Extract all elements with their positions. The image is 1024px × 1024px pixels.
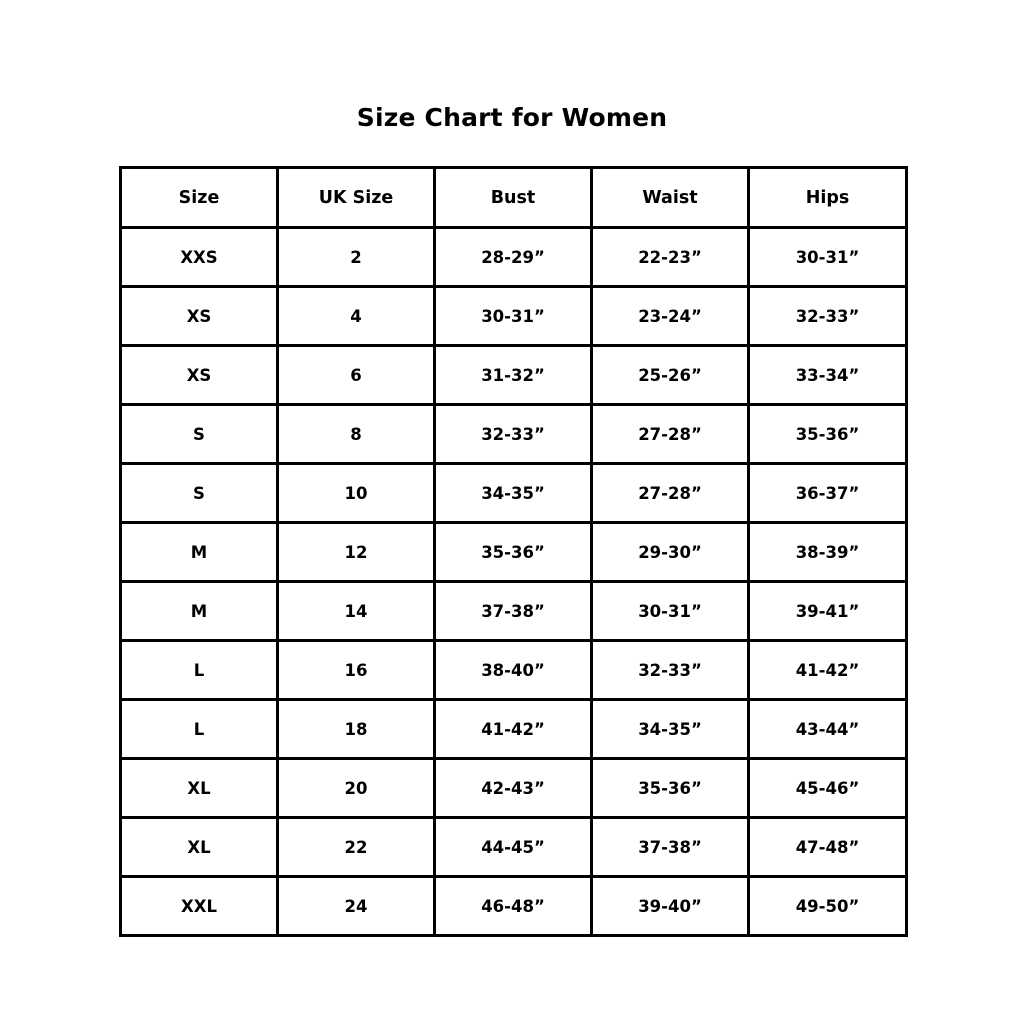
cell-uk-size: 20 bbox=[278, 759, 435, 818]
cell-uk-size: 4 bbox=[278, 287, 435, 346]
column-header-bust: Bust bbox=[435, 168, 592, 228]
cell-hips: 30-31” bbox=[749, 228, 907, 287]
cell-size: XS bbox=[121, 346, 278, 405]
cell-size: L bbox=[121, 641, 278, 700]
column-header-hips: Hips bbox=[749, 168, 907, 228]
cell-hips: 36-37” bbox=[749, 464, 907, 523]
cell-uk-size: 14 bbox=[278, 582, 435, 641]
cell-waist: 27-28” bbox=[592, 405, 749, 464]
cell-bust: 31-32” bbox=[435, 346, 592, 405]
cell-bust: 30-31” bbox=[435, 287, 592, 346]
page-title: Size Chart for Women bbox=[356, 103, 668, 132]
table-row bbox=[121, 405, 907, 464]
cell-bust: 28-29” bbox=[435, 228, 592, 287]
cell-size: M bbox=[121, 582, 278, 641]
table-row bbox=[121, 818, 907, 877]
table-row bbox=[121, 228, 907, 287]
cell-bust: 38-40” bbox=[435, 641, 592, 700]
cell-waist: 29-30” bbox=[592, 523, 749, 582]
cell-hips: 39-41” bbox=[749, 582, 907, 641]
cell-waist: 35-36” bbox=[592, 759, 749, 818]
cell-hips: 33-34” bbox=[749, 346, 907, 405]
cell-waist: 23-24” bbox=[592, 287, 749, 346]
cell-uk-size: 12 bbox=[278, 523, 435, 582]
cell-hips: 47-48” bbox=[749, 818, 907, 877]
table-row bbox=[121, 641, 907, 700]
table-body bbox=[121, 228, 907, 936]
table-row bbox=[121, 523, 907, 582]
cell-size: XL bbox=[121, 818, 278, 877]
cell-uk-size: 2 bbox=[278, 228, 435, 287]
cell-bust: 42-43” bbox=[435, 759, 592, 818]
cell-size: XXL bbox=[121, 877, 278, 936]
cell-waist: 39-40” bbox=[592, 877, 749, 936]
cell-hips: 45-46” bbox=[749, 759, 907, 818]
cell-size: S bbox=[121, 405, 278, 464]
table-row bbox=[121, 759, 907, 818]
cell-waist: 22-23” bbox=[592, 228, 749, 287]
table-header-row bbox=[121, 168, 907, 228]
table-row bbox=[121, 346, 907, 405]
table-row bbox=[121, 582, 907, 641]
cell-size: M bbox=[121, 523, 278, 582]
cell-bust: 32-33” bbox=[435, 405, 592, 464]
cell-hips: 49-50” bbox=[749, 877, 907, 936]
cell-hips: 32-33” bbox=[749, 287, 907, 346]
cell-waist: 34-35” bbox=[592, 700, 749, 759]
cell-size: XL bbox=[121, 759, 278, 818]
cell-hips: 35-36” bbox=[749, 405, 907, 464]
cell-uk-size: 22 bbox=[278, 818, 435, 877]
cell-uk-size: 18 bbox=[278, 700, 435, 759]
cell-size: L bbox=[121, 700, 278, 759]
cell-hips: 38-39” bbox=[749, 523, 907, 582]
column-header-size: Size bbox=[121, 168, 278, 228]
cell-waist: 32-33” bbox=[592, 641, 749, 700]
size-chart-table bbox=[119, 166, 908, 937]
cell-waist: 30-31” bbox=[592, 582, 749, 641]
cell-hips: 41-42” bbox=[749, 641, 907, 700]
cell-size: XS bbox=[121, 287, 278, 346]
table-row bbox=[121, 877, 907, 936]
cell-uk-size: 8 bbox=[278, 405, 435, 464]
cell-waist: 27-28” bbox=[592, 464, 749, 523]
table-header bbox=[121, 168, 907, 228]
cell-bust: 37-38” bbox=[435, 582, 592, 641]
cell-size: XXS bbox=[121, 228, 278, 287]
cell-uk-size: 24 bbox=[278, 877, 435, 936]
cell-uk-size: 6 bbox=[278, 346, 435, 405]
cell-bust: 34-35” bbox=[435, 464, 592, 523]
cell-hips: 43-44” bbox=[749, 700, 907, 759]
cell-uk-size: 10 bbox=[278, 464, 435, 523]
column-header-uk-size: UK Size bbox=[278, 168, 435, 228]
cell-waist: 37-38” bbox=[592, 818, 749, 877]
cell-bust: 35-36” bbox=[435, 523, 592, 582]
table-row bbox=[121, 287, 907, 346]
size-chart-table-wrapper bbox=[119, 166, 905, 937]
cell-waist: 25-26” bbox=[592, 346, 749, 405]
column-header-waist: Waist bbox=[592, 168, 749, 228]
cell-bust: 44-45” bbox=[435, 818, 592, 877]
cell-size: S bbox=[121, 464, 278, 523]
table-row bbox=[121, 464, 907, 523]
cell-uk-size: 16 bbox=[278, 641, 435, 700]
table-row bbox=[121, 700, 907, 759]
cell-bust: 41-42” bbox=[435, 700, 592, 759]
cell-bust: 46-48” bbox=[435, 877, 592, 936]
